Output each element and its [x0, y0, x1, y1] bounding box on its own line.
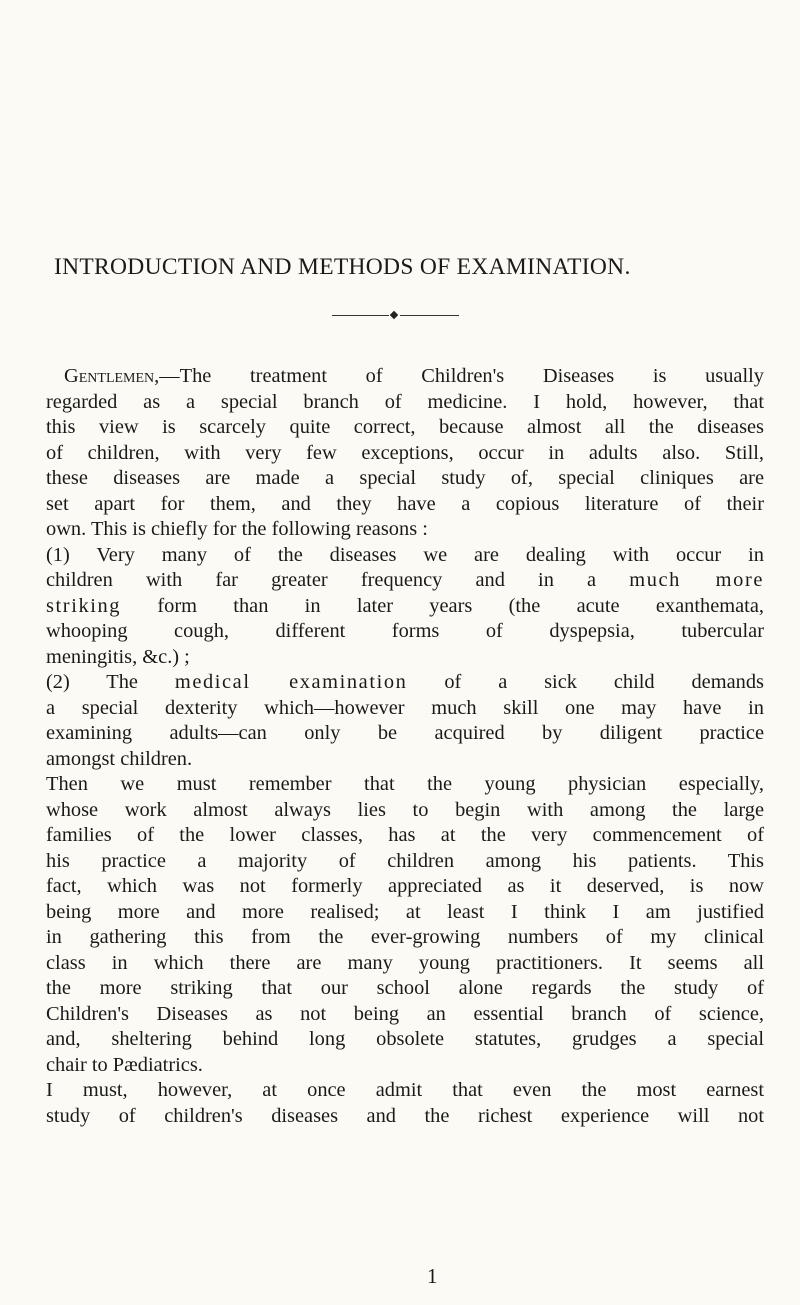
- spaced-phrase: much more: [629, 569, 764, 591]
- text-line: whose work almost always lies to begin with among the large: [46, 798, 764, 821]
- text-line: chair to Pædiatrics.: [46, 1053, 203, 1076]
- text-line: amongst children.: [46, 747, 193, 770]
- text-line: meningitis, &c.) ;: [46, 645, 190, 668]
- title-ornament: [332, 312, 459, 320]
- chapter-title: INTRODUCTION AND METHODS OF EXAMINATION.: [54, 254, 631, 280]
- text-line: set apart for them, and they have a copious literature of their: [46, 492, 764, 515]
- text-line: regarded as a special branch of medicine. I hold, however, that: [46, 390, 764, 413]
- body-text: [46, 364, 764, 1129]
- page-number: 1: [427, 1264, 438, 1288]
- text-line: Children's Diseases as not being an essential branch of science,: [46, 1002, 764, 1025]
- text-line: [46, 670, 764, 696]
- text-line: Then we must remember that the young physician especially,: [46, 773, 764, 795]
- text-line: the more striking that our school alone regards the study of: [46, 977, 764, 999]
- text-line: this view is scarcely quite correct, because almost all the diseases: [46, 416, 764, 438]
- ornament-rule-right: [400, 315, 459, 316]
- text-line: families of the lower classes, has at the very commencement of: [46, 824, 764, 846]
- text-line: whooping cough, different forms of dyspepsia, tubercular: [46, 620, 764, 642]
- text-line: I must, however, at once admit that even the most earnest: [46, 1079, 764, 1101]
- text-line: [46, 364, 764, 390]
- line-text: children with far greater frequency and in a: [46, 569, 597, 591]
- spaced-phrase: striking: [46, 594, 122, 617]
- text-line: of children, with very few exceptions, occur in adults also. Still,: [46, 441, 764, 464]
- text-line: fact, which was not formerly appreciated as it deserved, is now: [46, 875, 764, 897]
- diamond-icon: [390, 311, 398, 319]
- text-line: class in which there are many young practitioners. It seems all: [46, 951, 764, 974]
- ornament-rule-left: [332, 315, 389, 316]
- text-line: study of children's diseases and the richest experience will not: [46, 1104, 764, 1127]
- opening-word: Gentlemen,: [64, 365, 160, 387]
- text-line: [46, 594, 764, 620]
- text-line: examining adults—can only be acquired by diligent practice: [46, 722, 764, 744]
- text-line: in gathering this from the ever-growing numbers of my clinical: [46, 926, 764, 948]
- text-line: (1) Very many of the diseases we are dealing with occur in: [46, 543, 764, 566]
- spaced-phrase: medical examination: [174, 671, 408, 693]
- text-line: a special dexterity which—however much skill one may have in: [46, 696, 764, 719]
- text-line: his practice a majority of children among his patients. This: [46, 849, 764, 872]
- line-text: form than in later years (the acute exanthemata,: [157, 594, 764, 617]
- text-line: and, sheltering behind long obsolete statutes, grudges a special: [46, 1028, 764, 1050]
- line-text: (2) The: [46, 671, 138, 693]
- text-line: these diseases are made a special study of, special cliniques are: [46, 467, 764, 489]
- text-line: [46, 568, 764, 594]
- line-text: of a sick child demands: [444, 671, 764, 693]
- text-line: own. This is chiefly for the following reasons :: [46, 518, 428, 540]
- text-line: being more and more realised; at least I think I am justified: [46, 900, 764, 923]
- line-text: —The treatment of Children's Diseases is usually: [159, 365, 764, 387]
